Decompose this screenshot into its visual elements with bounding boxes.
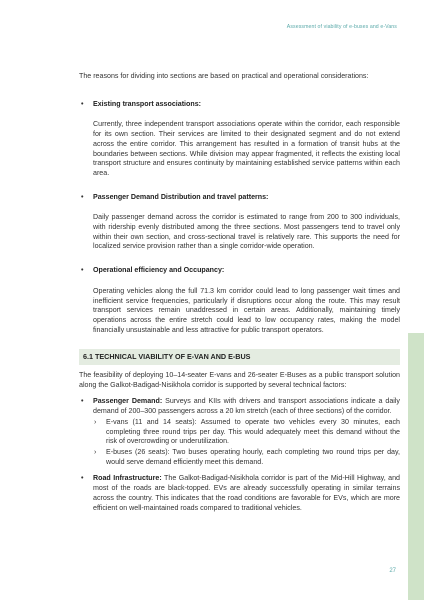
factor-text [93, 397, 400, 416]
consideration-item [79, 100, 400, 179]
bullet-dot-icon: • [81, 99, 84, 108]
bullet-dot-icon: • [81, 397, 84, 406]
subitem-text: E-vans (11 and 14 seats): Assumed to operate two vehicles every 30 minutes, each completing three round trips per day. This would adequately meet this demand without the risk of overcrowding or underutilization. [106, 417, 400, 446]
chevron-right-icon: › [94, 447, 97, 456]
bullet-dot-icon: • [81, 192, 84, 201]
factor-title: Road Infrastructure: [93, 474, 162, 483]
consideration-item [79, 193, 400, 253]
bullet-dot-icon: • [81, 474, 84, 483]
factor-title: Passenger Demand: [93, 397, 163, 406]
section-intro: The feasibility of deploying 10–14-seater E-vans and 26-seater E-Buses as a public transport solution along the Galkot-Badigad-Nisikhola corridor is supported by several technical factors: [79, 371, 400, 389]
consideration-body: Operating vehicles along the full 71.3 km corridor could lead to long passenger wait times and inefficient service frequencies, particularly if disruptions occur along the route. This may result transport services remain unaddressed in certain areas. Additionally, maintaining timely operations across the entire stretch could lead to low occupancy rates, making the model financially unsustainable and less attractive for public transport operators. [93, 286, 400, 334]
consideration-item [79, 266, 400, 335]
factor-body: Surveys and KIIs with drivers and transport associations indicate a daily demand of 200–300 passengers across a 20 km stretch (each of three sections) of the corridor. [93, 397, 400, 416]
consideration-title: Existing transport associations: [93, 99, 202, 108]
consideration-title: Passenger Demand Distribution and travel patterns: [93, 192, 269, 201]
section-heading: 6.1 TECHNICAL VIABILITY OF E-VAN AND E-BUS [79, 349, 400, 365]
side-color-tab [408, 333, 424, 600]
bullet-dot-icon: • [81, 266, 84, 275]
technical-factor [79, 397, 400, 467]
chevron-right-icon: › [94, 417, 97, 426]
factor-body: The Galkot-Badigad-Nisikhola corridor is part of the Mid-Hill Highway, and most of the roads are black-topped. EVs are already successfully operating in similar terrains across the country. This indicates that the road conditions are favorable for EVs, which are more efficient on well-maintained roads compared to traditional vehicles. [93, 474, 400, 512]
subitem-text: E-buses (26 seats): Two buses operating hourly, each completing two round trips per day, would serve demand efficiently meet this demand. [106, 447, 400, 466]
intro-paragraph: The reasons for dividing into sections are based on practical and operational considerations: [79, 72, 369, 80]
factor-text [93, 474, 400, 513]
consideration-title: Operational efficiency and Occupancy: [93, 266, 225, 275]
technical-factor [79, 474, 400, 513]
consideration-body: Daily passenger demand across the corridor is estimated to range from 200 to 300 individuals, with ridership evenly distributed among the three sections. Most passengers tend to travel only within their own section, and cross-sectional travel is relatively rare. This supports the need for localized service provision rather than a single corridor-wide operation. [93, 213, 400, 251]
factor-subitem [93, 448, 400, 467]
page-number: 27 [389, 568, 396, 574]
running-header: Assessment of viability of e-buses and e-Vans [286, 24, 397, 30]
page-content [79, 72, 400, 520]
consideration-body: Currently, three independent transport associations operate within the corridor, each responsible for its own section. Their services are limited to their designated segment and do not extend across the entire corridor. This arrangement has resulted in a formation of transit hubs at the boundaries between sections. While division may appear fragmented, it reflects the existing local transport structure and ensures continuity by maintaining established service patterns within each area. [93, 120, 400, 177]
factor-subitem [93, 418, 400, 447]
